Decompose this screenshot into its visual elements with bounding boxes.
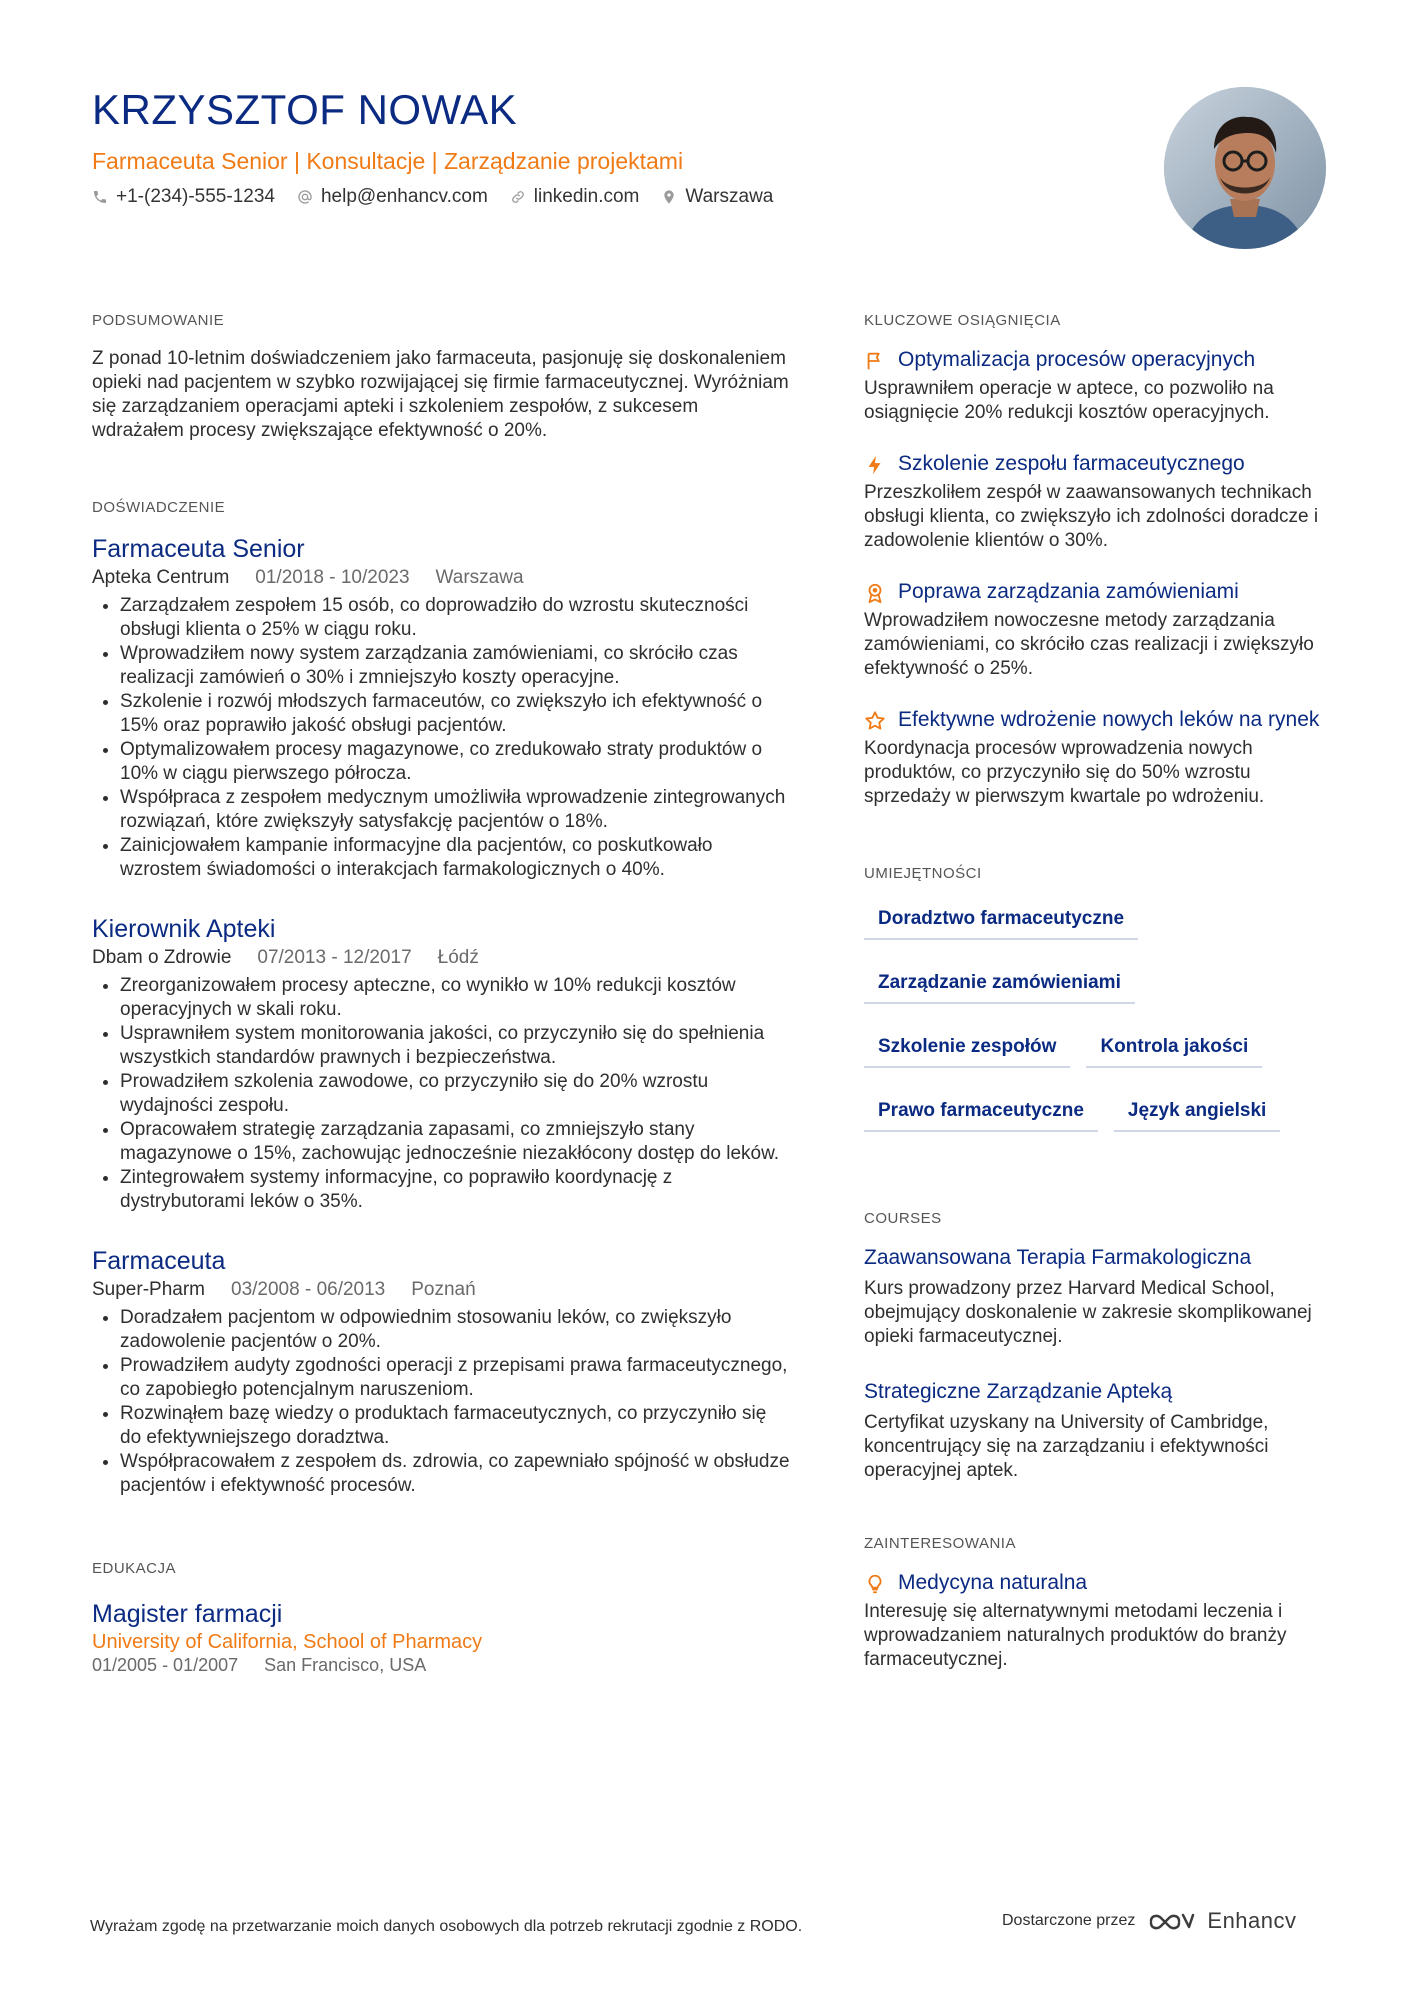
- job-entry: [92, 534, 792, 882]
- achievement-item: [864, 579, 1334, 681]
- contact-location: [661, 186, 773, 208]
- education-degree: Magister farmacji: [92, 1600, 283, 1628]
- skill-tag: Prawo farmaceutyczne: [864, 1092, 1098, 1132]
- job-location: Łódź: [437, 947, 479, 968]
- achievement-item: [864, 451, 1334, 553]
- job-location: Poznań: [411, 1279, 476, 1300]
- left-column: [92, 312, 792, 1676]
- job-title: Kierownik Apteki: [92, 915, 276, 943]
- right-column: [864, 312, 1334, 1698]
- achievement-title: Szkolenie zespołu farmaceutycznego: [898, 452, 1245, 475]
- achievement-title: Poprawa zarządzania zamówieniami: [898, 580, 1239, 603]
- candidate-name: KRZYSZTOF NOWAK: [92, 86, 518, 133]
- job-meta: [92, 1278, 792, 1302]
- bullet-item: • Prowadziłem szkolenia zawodowe, co przyczyniło się do 20% wzrostu wydajności zespołu.: [120, 1070, 792, 1118]
- achievement-desc: Przeszkoliłem zespół w zaawansowanych technikach obsługi klienta, co zwiększyło ich zdolności doradcze i zadowolenie klientów o 30%.: [864, 482, 1319, 551]
- skill-tag: Doradztwo farmaceutyczne: [864, 900, 1138, 940]
- education-entry: [92, 1599, 792, 1676]
- achievement-desc: Usprawniłem operacje w aptece, co pozwoliło na osiągnięcie 20% redukcji kosztów operacyjnych.: [864, 378, 1274, 423]
- achievements-section-title: KLUCZOWE OSIĄGNIĘCIA: [864, 312, 1061, 329]
- experience-section-title: DOŚWIADCZENIE: [92, 499, 226, 516]
- job-title: Farmaceuta: [92, 1247, 226, 1275]
- bullet-item: • Prowadziłem audyty zgodności operacji z przepisami prawa farmaceutycznego, co zapobiegło potencjalnym naruszeniom.: [120, 1354, 792, 1402]
- skills-list: [864, 900, 1334, 1132]
- job-bullets: [92, 974, 792, 1214]
- bullet-item: • Wprowadziłem nowy system zarządzania zamówieniami, co skróciło czas realizacji zamówień o 30% i zmniejszyło koszty operacyjne.: [120, 642, 792, 690]
- email-text[interactable]: help@enhancv.com: [320, 186, 488, 207]
- candidate-subtitle: Farmaceuta Senior | Konsultacje | Zarządzanie projektami: [92, 148, 684, 174]
- phone-text: +1-(234)-555-1234: [116, 186, 275, 207]
- education-meta: [92, 1655, 792, 1676]
- education-location: San Francisco, USA: [264, 1655, 427, 1675]
- bullet-item: • Zainicjowałem kampanie informacyjne dla pacjentów, co poskutkowało wzrostem świadomości o interakcjach farmakologicznych o 40%.: [120, 834, 792, 882]
- job-company: Dbam o Zdrowie: [92, 947, 232, 968]
- link-icon: [510, 189, 526, 205]
- bullet-item: • Współpracowałem z zespołem ds. zdrowia, co zapewniało spójność w obsłudze pacjentów i efektywność procesów.: [120, 1450, 792, 1498]
- job-title: Farmaceuta Senior: [92, 535, 305, 563]
- skill-tag: Zarządzanie zamówieniami: [864, 964, 1135, 1004]
- achievement-item: [864, 707, 1334, 809]
- location-text: Warszawa: [685, 186, 774, 207]
- phone-icon: [92, 189, 108, 205]
- flag-icon: [864, 350, 886, 372]
- bullet-item: • Współpraca z zespołem medycznym umożliwiła wprowadzenie zintegrowanych rozwiązań, które zwiększyły satysfakcję pacjentów o 18%.: [120, 786, 792, 834]
- skills-section-title: UMIEJĘTNOŚCI: [864, 865, 982, 882]
- bullet-item: • Opracowałem strategię zarządzania zapasami, co zmniejszyło stany magazynowe o 15%, zachowując jednocześnie niezakłócony dostęp do leków.: [120, 1118, 792, 1166]
- portrait-image: [1164, 87, 1326, 249]
- profile-photo: [1164, 87, 1326, 249]
- bullet-item: • Rozwinąłem bazę wiedzy o produktach farmaceutycznych, co przyczyniło się do efektywniejszego doradztwa.: [120, 1402, 792, 1450]
- at-icon: [297, 189, 313, 205]
- interest-title: Medycyna naturalna: [898, 1571, 1088, 1594]
- courses-section-title: COURSES: [864, 1210, 942, 1227]
- contact-row: [92, 186, 773, 208]
- skill-tag: Kontrola jakości: [1086, 1028, 1262, 1068]
- job-meta: [92, 946, 792, 970]
- interests-section-title: ZAINTERESOWANIA: [864, 1535, 1016, 1552]
- achievement-title: Optymalizacja procesów operacyjnych: [898, 348, 1256, 371]
- achievement-desc: Koordynacja procesów wprowadzenia nowych produktów, co przyczyniło się do 50% wzrostu sprzedaży w pierwszym kwartale po wdrożeniu.: [864, 738, 1265, 807]
- course-title: Strategiczne Zarządzanie Apteką: [864, 1380, 1173, 1403]
- interest-item: [864, 1570, 1334, 1672]
- bullet-item: • Zintegrowałem systemy informacyjne, co poprawiło koordynację z dystrybutorami leków o 35%.: [120, 1166, 792, 1214]
- contact-linkedin[interactable]: [510, 186, 640, 208]
- award-icon: [864, 582, 886, 604]
- contact-email[interactable]: [297, 186, 488, 208]
- achievement-item: [864, 347, 1334, 425]
- course-item: [864, 1379, 1334, 1483]
- job-dates: 03/2008 - 06/2013: [231, 1279, 386, 1300]
- job-entry: [92, 1246, 792, 1498]
- education-dates: 01/2005 - 01/2007: [92, 1655, 239, 1675]
- job-company: Super-Pharm: [92, 1279, 205, 1300]
- consent-text: Wyrażam zgodę na przetwarzanie moich danych osobowych dla potrzeb rekrutacji zgodnie z RODO.: [90, 1918, 803, 1935]
- job-dates: 07/2013 - 12/2017: [257, 947, 412, 968]
- lightning-icon: [864, 454, 886, 476]
- skill-tag: Szkolenie zespołów: [864, 1028, 1070, 1068]
- summary-text: Z ponad 10-letnim doświadczeniem jako farmaceuta, pasjonuję się doskonaleniem opieki nad pacjentem w szybko rozwijającej się firmie farmaceutycznej. Wyróżniam się zarządzaniem operacjami apteki i szkoleniem zespołów, z sukcesem wdrażałem procesy zwiększające efektywność o 20%.: [92, 348, 789, 441]
- location-pin-icon: [661, 189, 677, 205]
- course-desc: Kurs prowadzony przez Harvard Medical School, obejmujący doskonalenie w zakresie skomplikowanej opieki farmaceutycznej.: [864, 1278, 1312, 1347]
- education-section-title: EDUKACJA: [92, 1560, 177, 1577]
- course-desc: Certyfikat uzyskany na University of Cambridge, koncentrujący się na zarządzaniu i efektywności operacyjnej aptek.: [864, 1412, 1269, 1481]
- summary-section-title: PODSUMOWANIE: [92, 312, 225, 329]
- lightbulb-icon: [864, 1573, 886, 1595]
- powered-by-label: Dostarczone przez: [1002, 1912, 1136, 1929]
- skill-tag: Język angielski: [1114, 1092, 1280, 1132]
- achievement-title: Efektywne wdrożenie nowych leków na rynek: [898, 708, 1320, 731]
- star-icon: [864, 710, 886, 732]
- bullet-item: • Szkolenie i rozwój młodszych farmaceutów, co zwiększyło ich efektywność o 15% oraz poprawiło jakość obsługi pacjentów.: [120, 690, 792, 738]
- course-item: [864, 1245, 1334, 1349]
- powered-by[interactable]: [1002, 1908, 1297, 1934]
- job-dates: 01/2018 - 10/2023: [255, 567, 410, 588]
- bullet-item: • Usprawniłem system monitorowania jakości, co przyczyniło się do spełnienia wszystkich standardów prawnych i bezpieczeństwa.: [120, 1022, 792, 1070]
- education-school: University of California, School of Pharmacy: [92, 1631, 483, 1653]
- linkedin-text[interactable]: linkedin.com: [533, 186, 640, 207]
- brand-name: Enhancv: [1207, 1908, 1297, 1933]
- contact-phone: [92, 186, 275, 208]
- bullet-item: • Doradzałem pacjentom w odpowiednim stosowaniu leków, co zwiększyło zadowolenie pacjentów o 20%.: [120, 1306, 792, 1354]
- job-meta: [92, 566, 792, 590]
- bullet-item: • Zreorganizowałem procesy apteczne, co wynikło w 10% redukcji kosztów operacyjnych w skali roku.: [120, 974, 792, 1022]
- job-location: Warszawa: [435, 567, 524, 588]
- bullet-item: • Zarządzałem zespołem 15 osób, co doprowadziło do wzrostu skuteczności obsługi klienta o 25% w ciągu roku.: [120, 594, 792, 642]
- job-entry: [92, 914, 792, 1214]
- job-bullets: [92, 594, 792, 882]
- bullet-item: • Optymalizowałem procesy magazynowe, co zredukowało straty produktów o 10% w ciągu pierwszego półrocza.: [120, 738, 792, 786]
- achievement-desc: Wprowadziłem nowoczesne metody zarządzania zamówieniami, co skróciło czas realizacji i zwiększyło efektywność o 25%.: [864, 610, 1314, 679]
- course-title: Zaawansowana Terapia Farmakologiczna: [864, 1246, 1252, 1269]
- enhancv-logo-icon: [1147, 1909, 1195, 1933]
- interest-desc: Interesuję się alternatywnymi metodami leczenia i wprowadzaniem naturalnych produktów do branży farmaceutycznej.: [864, 1601, 1287, 1670]
- job-company: Apteka Centrum: [92, 567, 230, 588]
- job-bullets: [92, 1306, 792, 1498]
